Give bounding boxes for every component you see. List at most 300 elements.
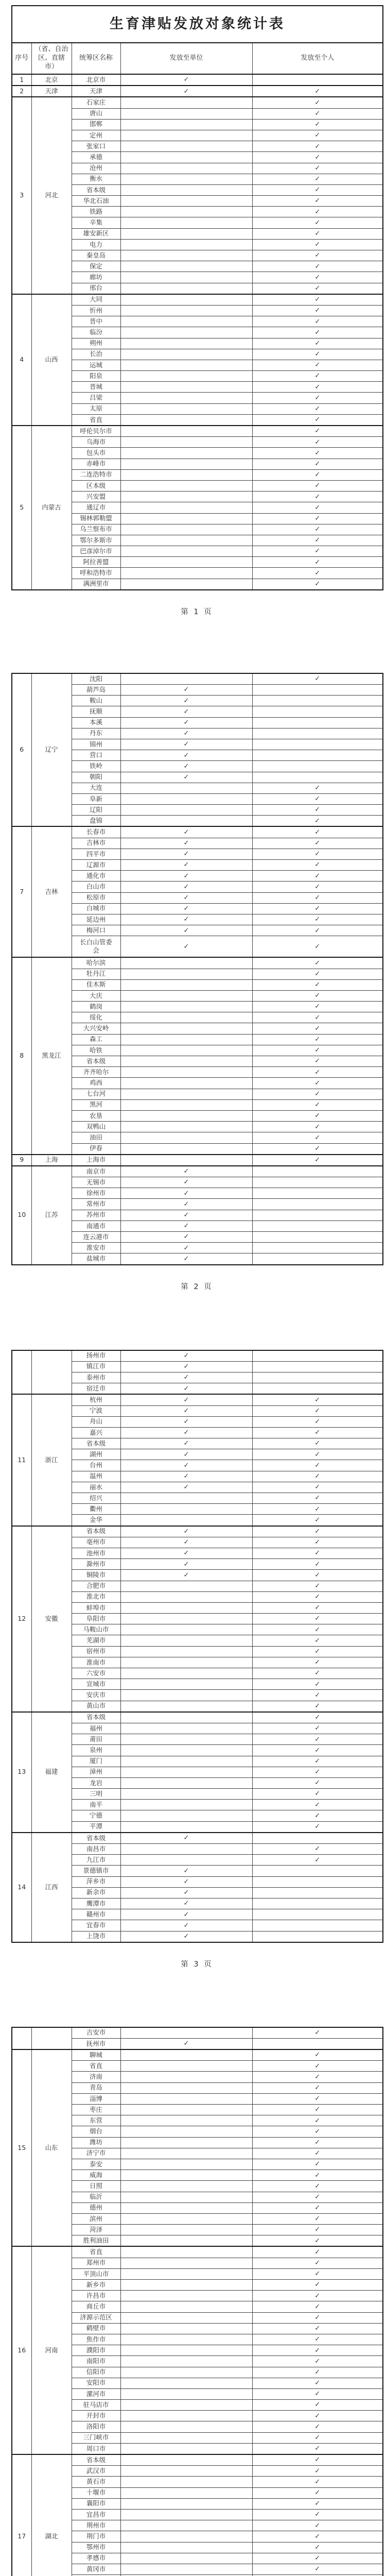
check-mark: ✓ [314,927,320,935]
check-mark: ✓ [184,839,189,847]
check-mark: ✓ [314,1069,320,1076]
region-name: 盐城市 [86,1255,106,1262]
region-cell [72,1515,120,1526]
unit-check-cell [120,2225,252,2235]
region-cell [72,196,120,207]
check-mark: ✓ [184,894,189,902]
unit-check-cell [120,882,252,892]
region-name: 十堰市 [86,2488,106,2496]
table-row [12,1833,383,1844]
region-cell [72,1056,120,1067]
unit-check-cell [120,2170,252,2181]
region-name: 日照 [90,2182,102,2190]
check-mark: ✓ [314,1823,320,1831]
person-check-cell [252,1122,383,1132]
region-cell [72,1591,120,1602]
region-name: 太原 [90,404,102,412]
person-check-cell [252,793,383,804]
region-name: 镇江市 [86,1362,106,1370]
unit-check-cell [120,2421,252,2432]
check-mark: ✓ [314,1407,320,1415]
check-mark: ✓ [184,1483,189,1491]
check-mark: ✓ [314,2051,320,2059]
check-mark: ✓ [314,1472,320,1480]
unit-check-cell [120,1679,252,1690]
check-mark: ✓ [314,558,320,566]
region-name: 白山市 [86,883,106,890]
region-name: 省本级 [86,1713,106,1721]
check-mark: ✓ [314,372,320,380]
person-check-cell [252,849,383,859]
unit-check-cell [120,1493,252,1504]
check-mark: ✓ [314,1637,320,1645]
region-cell [72,524,120,535]
region-cell [72,480,120,491]
region-name: 德州 [90,2204,102,2211]
unit-check-cell [120,1931,252,1942]
region-cell [72,1405,120,1416]
region-cell [72,1078,120,1089]
table-row [12,1166,383,1177]
group-index: 3 [12,97,31,294]
unit-check-cell [120,1723,252,1734]
unit-check-cell [120,327,252,338]
region-cell [72,327,120,338]
region-name: 包头市 [86,449,106,456]
unit-check-cell [120,2126,252,2137]
region-name: 台州 [90,1461,102,1469]
check-mark: ✓ [184,1900,189,1907]
check-mark: ✓ [184,88,189,95]
region-name: 杭州 [90,1396,102,1403]
check-mark: ✓ [314,1669,320,1677]
region-name: 承德 [90,153,102,161]
region-cell [72,502,120,513]
person-check-cell [252,2202,383,2213]
region-name: 衡水 [90,175,102,182]
person-check-cell [252,979,383,990]
check-mark: ✓ [314,143,320,150]
check-mark: ✓ [314,2390,320,2398]
check-mark: ✓ [184,1538,189,1546]
check-mark: ✓ [314,99,320,107]
region-name: 福州 [90,1724,102,1732]
region-name: 延边州 [86,916,106,923]
region-name: 齐齐哈尔 [83,1068,109,1076]
statistics-table-page-1 [11,5,383,590]
check-mark: ✓ [314,536,320,544]
region-cell [72,783,120,793]
unit-check-cell [120,2027,252,2039]
region-cell [72,1920,120,1931]
check-mark: ✓ [314,2401,320,2409]
table-row [12,2246,383,2258]
region-name: 唐山 [90,109,102,117]
region-name: 绥化 [90,1013,102,1021]
check-mark: ✓ [314,547,320,555]
region-name: 吉林市 [86,839,106,846]
region-name: 襄阳市 [86,2499,106,2507]
person-check-cell [252,2531,383,2542]
region-cell [72,2258,120,2268]
check-mark: ✓ [184,76,189,83]
region-name: 湖州 [90,1450,102,1458]
person-check-cell [252,1471,383,1482]
person-check-cell [252,1243,383,1253]
unit-check-cell [120,1810,252,1821]
person-check-cell [252,130,383,141]
check-mark: ✓ [184,1561,189,1568]
person-check-cell [252,1383,383,1395]
table-body [12,1350,383,1942]
region-name: 济源示范区 [80,2313,112,2321]
check-mark: ✓ [314,1025,320,1032]
region-name: 区本级 [86,482,106,489]
group-index: 12 [12,1526,31,1712]
check-mark: ✓ [314,1494,320,1502]
region-cell [72,2356,120,2367]
person-check-cell [252,2246,383,2258]
person-check-cell [252,1537,383,1548]
region-name: 牡丹江 [86,970,106,977]
unit-check-cell [120,1745,252,1756]
person-check-cell [252,2213,383,2224]
region-name: 宿迁市 [86,1384,106,1392]
header-row [12,43,383,74]
unit-check-cell [120,1482,252,1493]
region-name: 扬州市 [86,1351,106,1359]
region-name: 松原市 [86,893,106,901]
check-mark: ✓ [314,2489,320,2497]
region-cell [72,969,120,979]
unit-check-cell [120,294,252,306]
check-mark: ✓ [314,2149,320,2157]
region-cell [72,2126,120,2137]
check-mark: ✓ [314,2095,320,2103]
region-cell [72,1493,120,1504]
region-name: 荆门市 [86,2532,106,2540]
region-name: 聊城 [90,2051,102,2059]
check-mark: ✓ [184,1385,189,1393]
region-cell [72,860,120,871]
region-cell [72,761,120,772]
table-row [12,1526,383,1537]
region-cell [72,1449,120,1460]
region-cell [72,1143,120,1155]
check-mark: ✓ [184,1200,189,1208]
check-mark: ✓ [314,1790,320,1798]
region-name: 秦皇岛 [86,251,106,259]
check-mark: ✓ [314,970,320,978]
region-name: 省本级 [86,186,106,194]
region-name: 阿拉善盟 [83,558,109,566]
region-name: 阜阳市 [86,1615,106,1622]
region-cell [72,2082,120,2093]
unit-check-cell [120,969,252,979]
region-name: 许昌市 [86,2292,106,2299]
person-check-cell [252,838,383,849]
region-cell [72,936,120,958]
unit-check-cell [120,1844,252,1855]
check-mark: ✓ [184,905,189,912]
person-check-cell [252,2477,383,2487]
region-cell [72,717,120,728]
unit-check-cell [120,524,252,535]
unit-check-cell [120,2082,252,2093]
check-mark: ✓ [314,318,320,326]
region-cell [72,1002,120,1012]
region-name: 朝阳 [90,773,102,781]
check-mark: ✓ [184,1244,189,1252]
person-check-cell [252,316,383,327]
province-cell: 浙江 [31,1394,72,1526]
person-check-cell [252,1800,383,1810]
region-name: 保定 [90,262,102,270]
unit-check-cell [120,1602,252,1613]
unit-check-cell [120,892,252,903]
region-cell [72,250,120,261]
person-check-cell [252,141,383,152]
region-cell [72,914,120,925]
unit-check-cell [120,1591,252,1602]
region-cell [72,2542,120,2553]
region-name: 蚌埠市 [86,1604,106,1612]
person-check-cell [252,728,383,739]
check-mark: ✓ [184,1167,189,1175]
table-head [12,6,383,74]
region-name: 平潭 [90,1822,102,1830]
province-cell: 山西 [31,294,72,426]
unit-check-cell [120,1504,252,1515]
check-mark: ✓ [184,1472,189,1480]
check-mark: ✓ [184,730,189,737]
person-check-cell [252,2312,383,2323]
check-mark: ✓ [314,1856,320,1864]
person-check-cell [252,2137,383,2148]
province-cell [31,1350,72,1395]
region-name: 焦作市 [86,2335,106,2343]
table-row [12,1712,383,1723]
person-check-cell [252,1920,383,1931]
person-check-cell [252,2093,383,2104]
region-cell [72,1243,120,1253]
check-mark: ✓ [184,762,189,770]
region-cell [72,2137,120,2148]
region-cell [72,382,120,393]
region-name: 满洲里市 [83,580,109,587]
region-cell [72,2280,120,2291]
person-check-cell [252,1143,383,1155]
unit-check-cell [120,717,252,728]
check-mark: ✓ [314,186,320,194]
check-mark: ✓ [314,2062,320,2070]
person-check-cell [252,2553,383,2564]
unit-check-cell [120,1821,252,1833]
person-check-cell [252,568,383,579]
region-cell [72,568,120,579]
region-cell [72,217,120,228]
region-cell [72,1361,120,1372]
unit-check-cell [120,2235,252,2247]
region-name: 鞍山 [90,697,102,704]
unit-check-cell [120,685,252,696]
unit-check-cell [120,750,252,761]
region-cell [72,1712,120,1723]
unit-check-cell [120,1078,252,1089]
check-mark: ✓ [314,2423,320,2431]
person-check-cell [252,152,383,163]
check-mark: ✓ [314,2106,320,2113]
region-name: 宜春市 [86,1921,106,1929]
person-check-cell [252,2509,383,2520]
province-cell: 吉林 [31,826,72,957]
unit-check-cell [120,207,252,217]
region-cell [72,2323,120,2334]
region-name: 省本级 [86,1057,106,1065]
region-name: 抚顺 [90,707,102,715]
person-check-cell [252,469,383,480]
check-mark: ✓ [314,230,320,238]
unit-check-cell [120,119,252,130]
check-mark: ✓ [184,883,189,891]
check-mark: ✓ [184,1549,189,1557]
check-mark: ✓ [314,1101,320,1109]
unit-check-cell [120,141,252,152]
check-mark: ✓ [184,1528,189,1535]
unit-check-cell [120,1767,252,1777]
region-name: 乌兰察布市 [80,525,112,533]
region-name: 菏泽 [90,2226,102,2233]
region-name: 沧州 [90,164,102,172]
check-mark: ✓ [314,943,320,951]
check-mark: ✓ [184,927,189,935]
region-name: 六安市 [86,1669,106,1677]
region-cell [72,207,120,217]
person-check-cell [252,2301,383,2312]
region-name: 泰州市 [86,1374,106,1381]
check-mark: ✓ [314,1571,320,1579]
region-cell [72,1166,120,1177]
statistics-table-page-2 [11,673,383,1265]
unit-check-cell [120,1570,252,1581]
check-mark: ✓ [184,686,189,693]
region-cell [72,1438,120,1449]
region-name: 漳州 [90,1768,102,1775]
region-name: 三明 [90,1790,102,1798]
person-check-cell [252,2421,383,2432]
unit-check-cell [120,1898,252,1909]
unit-check-cell [120,1199,252,1210]
region-name: 无锡市 [86,1178,106,1186]
person-check-cell [252,184,383,195]
region-name: 四平市 [86,850,106,858]
person-check-cell [252,294,383,306]
check-mark: ✓ [314,2193,320,2201]
unit-check-cell [120,492,252,502]
person-check-cell [252,1493,383,1504]
col-header-index: 序号 [12,43,31,74]
unit-check-cell [120,1002,252,1012]
check-mark: ✓ [184,916,189,923]
region-name: 兴安盟 [86,493,106,500]
region-name: 莆田 [90,1735,102,1743]
region-cell [72,696,120,706]
person-check-cell [252,283,383,294]
group-index: 6 [12,673,31,827]
region-name: 乌海市 [86,438,106,446]
group-index: 2 [12,86,31,97]
region-cell [72,2421,120,2432]
check-mark: ✓ [184,872,189,880]
check-mark: ✓ [314,1845,320,1853]
unit-check-cell [120,2432,252,2443]
person-check-cell [252,207,383,217]
region-cell [72,74,120,86]
region-name: 鹰潭市 [86,1900,106,1907]
person-check-cell [252,882,383,892]
check-mark: ✓ [314,296,320,303]
region-name: 赣州市 [86,1910,106,1918]
region-cell [72,2148,120,2159]
region-cell [72,1646,120,1657]
table-row [12,673,383,685]
group-index [12,2027,31,2049]
person-check-cell [252,1624,383,1635]
unit-check-cell [120,2202,252,2213]
region-cell [72,1188,120,1199]
person-check-cell [252,1855,383,1866]
person-check-cell [252,1844,383,1855]
check-mark: ✓ [314,2379,320,2387]
region-cell [72,1789,120,1800]
page-2 [0,673,386,1292]
region-name: 省直 [90,416,102,423]
check-mark: ✓ [314,2215,320,2223]
unit-check-cell [120,74,252,86]
person-check-cell [252,2115,383,2126]
region-name: 孝感市 [86,2554,106,2562]
region-name: 省本级 [86,1834,106,1842]
region-name: 荆州市 [86,2521,106,2529]
person-check-cell [252,1591,383,1602]
check-mark: ✓ [314,2335,320,2343]
check-mark: ✓ [314,2347,320,2354]
person-check-cell [252,1570,383,1581]
unit-check-cell [120,2356,252,2367]
person-check-cell [252,1931,383,1942]
person-check-cell [252,239,383,250]
region-cell [72,2170,120,2181]
region-cell [72,437,120,448]
check-mark: ✓ [314,340,320,347]
region-cell [72,2443,120,2454]
region-name: 宜昌市 [86,2511,106,2518]
person-check-cell [252,1701,383,1712]
group-index: 14 [12,1833,31,1942]
region-cell [72,1482,120,1493]
unit-check-cell [120,793,252,804]
person-check-cell [252,1635,383,1646]
region-cell [72,1526,120,1537]
province-cell: 安徽 [31,1526,72,1712]
region-cell [72,283,120,294]
person-check-cell [252,673,383,685]
unit-check-cell [120,990,252,1001]
unit-check-cell [120,1372,252,1383]
group-index: 5 [12,426,31,590]
unit-check-cell [120,728,252,739]
region-cell [72,1177,120,1188]
